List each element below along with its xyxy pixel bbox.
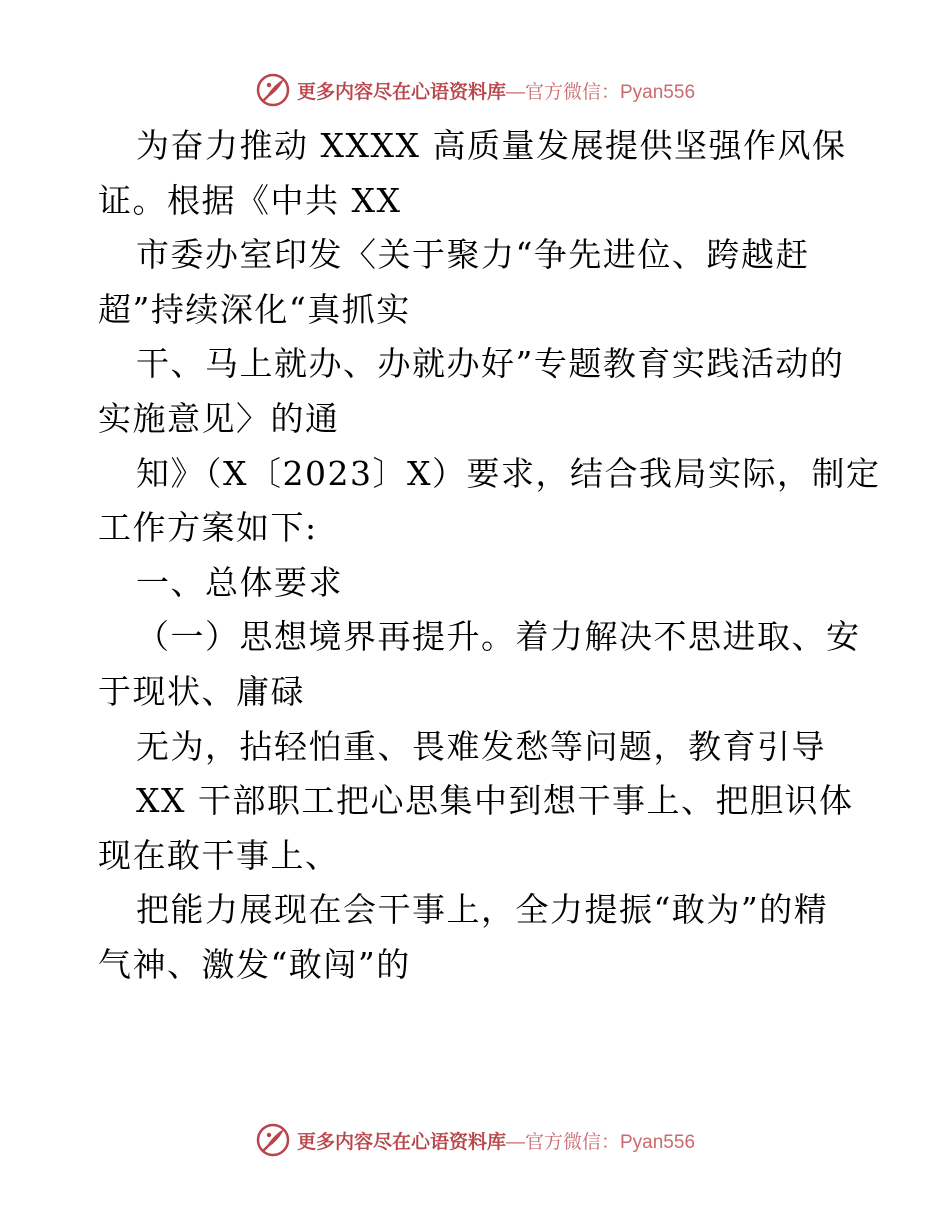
footer-watermark-inner (255, 1122, 695, 1158)
body-text-line: 知》（X〔2023〕X）要求，结合我局实际，制定 (136, 453, 881, 493)
header-watermark-text (297, 77, 695, 104)
body-text-line: 于现状、庸碌 (98, 671, 305, 711)
quill-pen-logo-icon (255, 72, 291, 108)
body-text-line: 无为，拈轻怕重、畏难发愁等问题，教育引导 (136, 726, 826, 766)
body-text-line: 现在敢干事上、 (98, 835, 340, 875)
body-text-line: 超”持续深化“真抓实 (98, 289, 411, 329)
body-text-line: 实施意见〉的通 (98, 398, 340, 438)
body-text-line: 把能力展现在会干事上，全力提振“敢为”的精 (136, 890, 829, 930)
body-text-line: XX 干部职工把心思集中到想干事上、把胆识体 (136, 781, 854, 821)
quill-pen-logo-icon (255, 1122, 291, 1158)
footer-watermark (0, 1120, 950, 1160)
watermark-dash: — (506, 1131, 525, 1153)
watermark-wechat-text: 官方微信：Pyan556 (525, 1131, 696, 1153)
watermark-dash: — (506, 81, 525, 103)
body-text-line: 一、总体要求 (136, 562, 343, 602)
body-text-line: 干、马上就办、办就办好”专题教育实践活动的 (136, 344, 845, 384)
watermark-wechat-text: 官方微信：Pyan556 (525, 81, 696, 103)
body-text-line: （一）思想境界再提升。着力解决不思进取、安 (136, 617, 861, 657)
document-body (98, 119, 881, 993)
header-watermark-inner (255, 72, 695, 108)
watermark-site-text: 更多内容尽在心语资料库 (296, 1130, 506, 1153)
body-text-line: 为奋力推动 XXXX 高质量发展提供坚强作风保 (136, 126, 847, 165)
body-text-line: 市委办室印发〈关于聚力“争先进位、跨越赶 (136, 235, 810, 275)
body-text-line: 工作方案如下: (98, 508, 318, 548)
body-text-line: 证。根据《中共 XX (98, 180, 402, 220)
footer-watermark-text (297, 1127, 695, 1154)
watermark-site-text: 更多内容尽在心语资料库 (296, 80, 506, 103)
body-text-line: 气神、激发“敢闯”的 (98, 944, 411, 984)
header-watermark (0, 70, 950, 110)
